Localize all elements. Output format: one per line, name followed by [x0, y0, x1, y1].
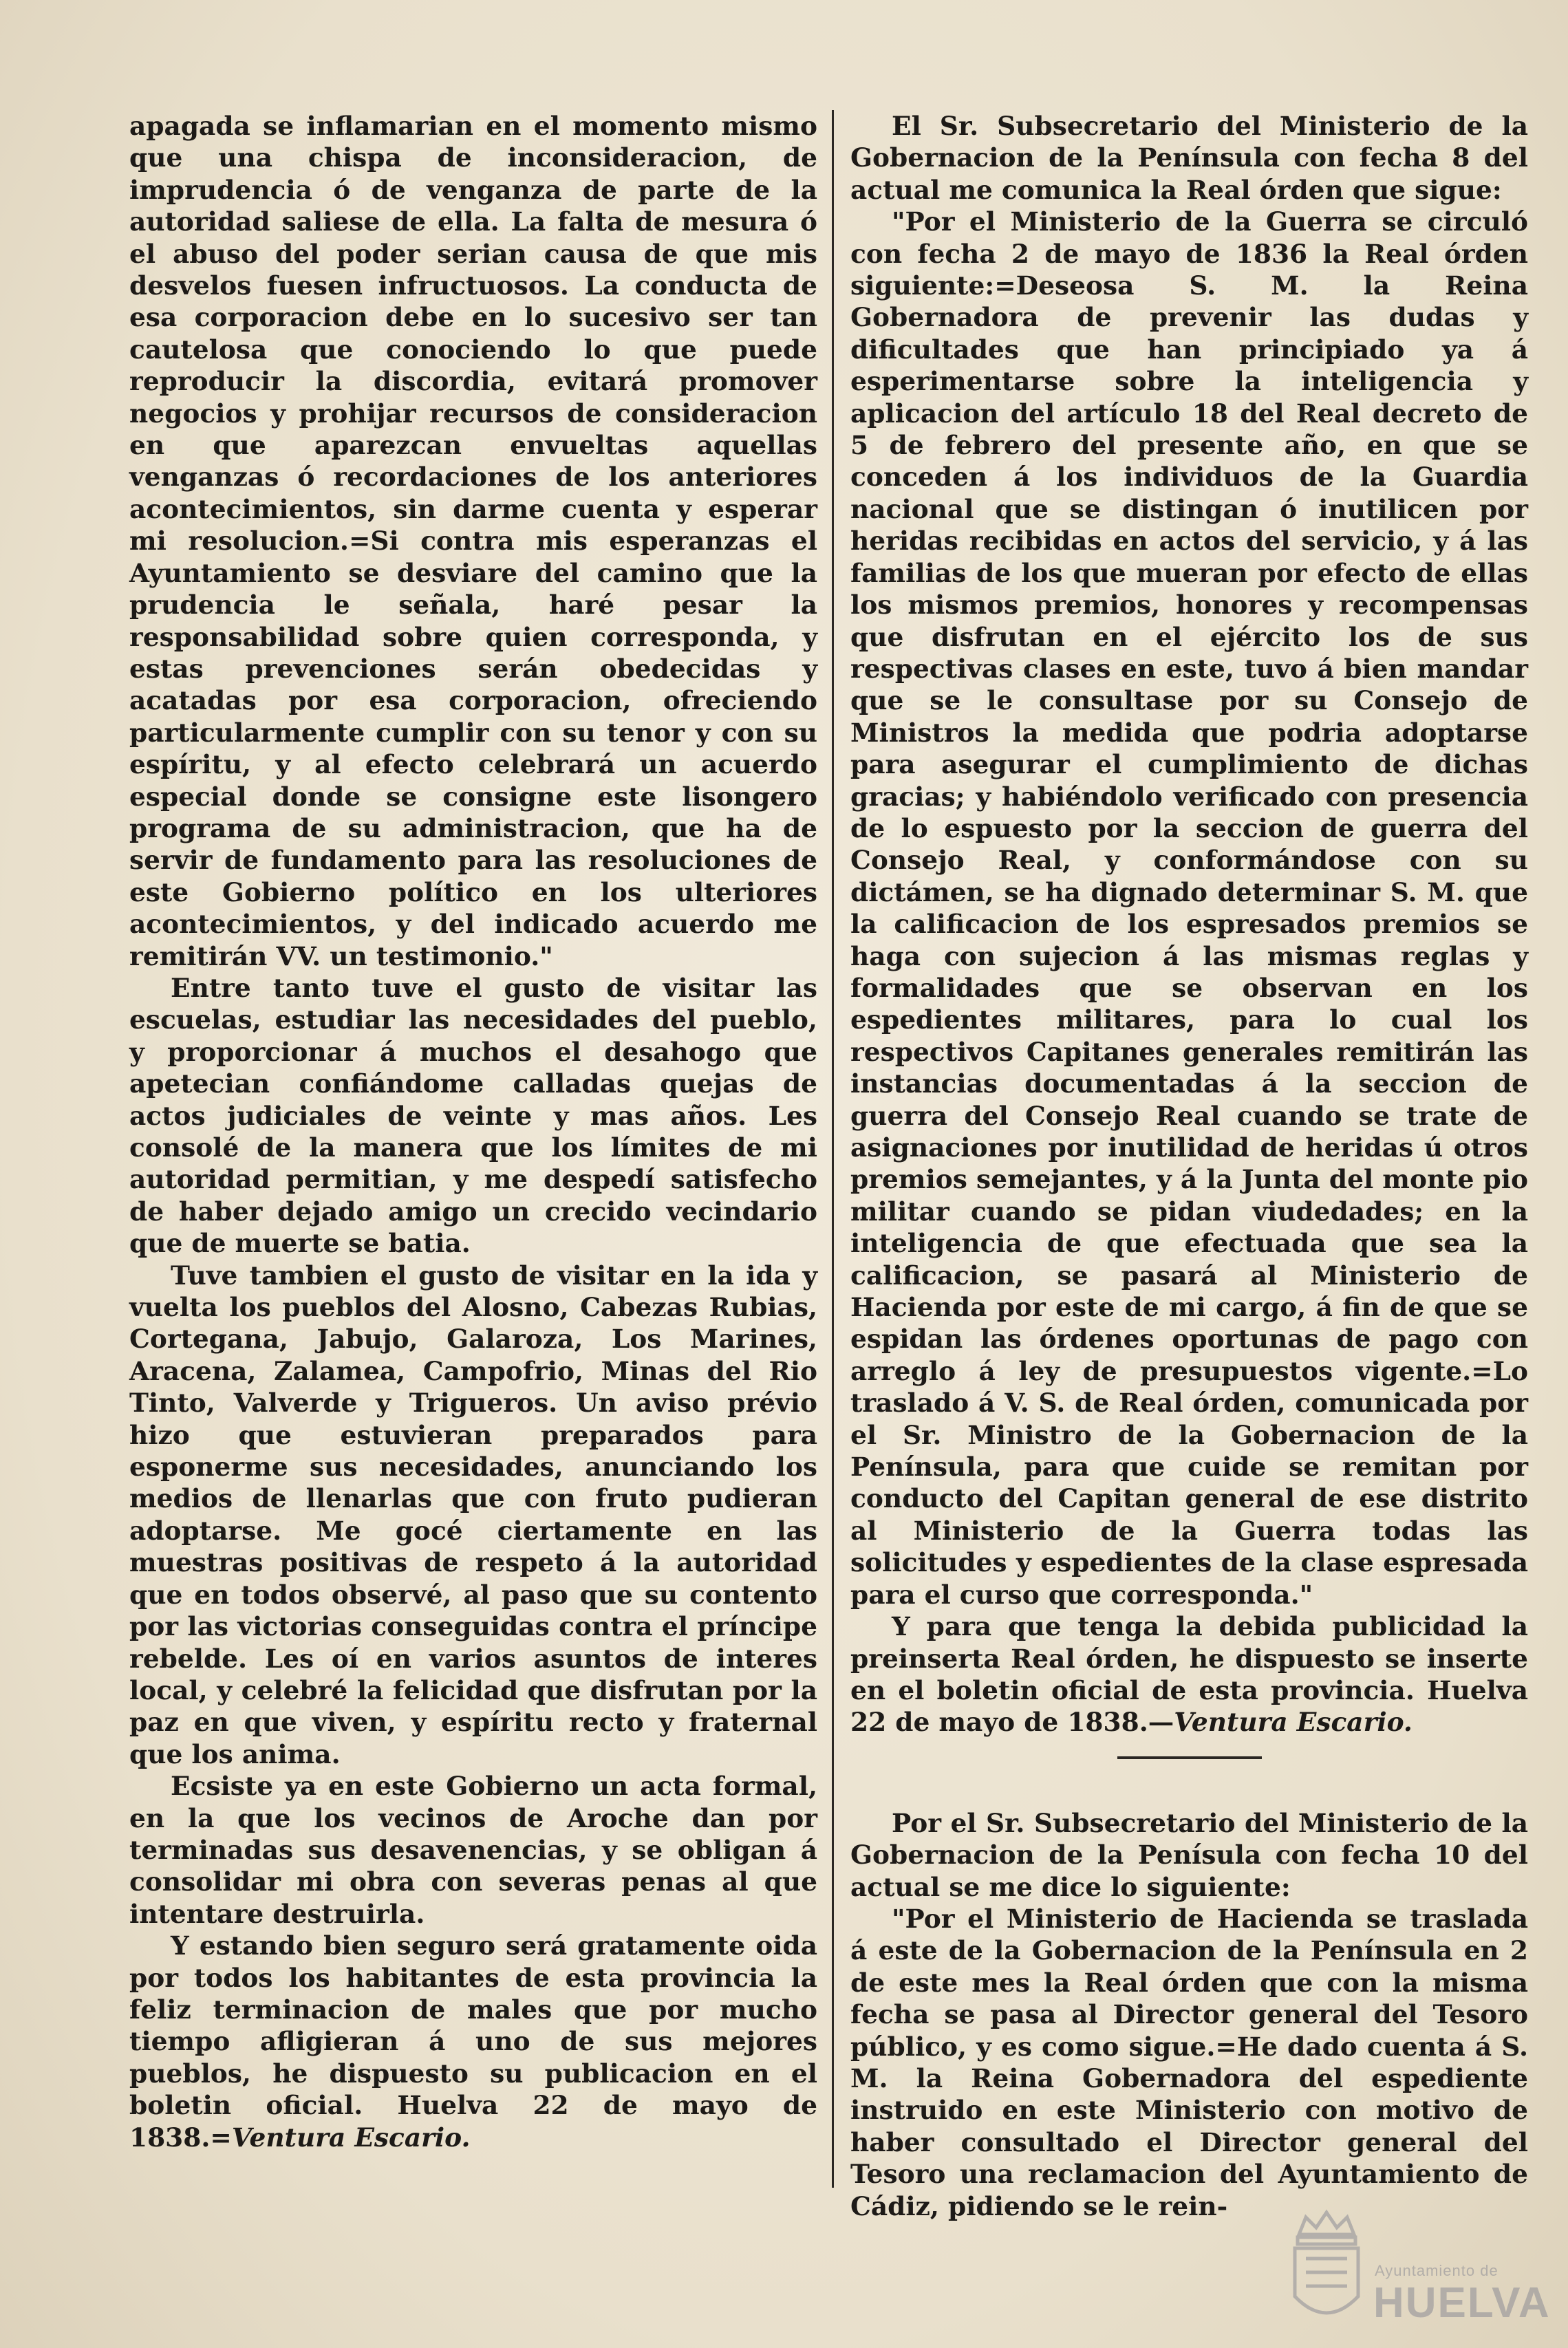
- paragraph: apagada se inflamarian en el momento mismo que una chispa de inconsideracion, de imprudencia ó de venganza de parte de la autoridad saliese de ella. La falta de mesura ó el abuso del poder serian causa de que mis desvelos fuesen infructuosos. La conducta de esa corporacion debe en lo sucesivo ser tan cautelosa que conociendo lo que puede reproducir la discordia, evitará promover negocios y prohijar recursos de consideracion en que aparezcan envueltas aquellas venganzas ó recordaciones de los anteriores acontecimientos, sin darme cuenta y esperar mi resolucion.=Si contra mis esperanzas el Ayuntamiento se desviare del camino que la prudencia le señala, haré pesar la responsabilidad sobre quien corresponda, y estas prevenciones serán obedecidas y acatadas por esa corporacion, ofreciendo particularmente cumplir con su tenor y con su espíritu, y al efecto celebrará un acuerdo especial donde se consigne este lisongero programa de su administracion, que ha de servir de fundamento para las resoluciones de este Gobierno político en los ulteriores acontecimientos, y del indicado acuerdo me remitirán VV. un testimonio.": [129, 111, 817, 971]
- paragraph: "Por el Ministerio de la Guerra se circuló con fecha 2 de mayo de 1836 la Real órden siguiente:=Deseosa S. M. la Reina Gobernadora de prevenir las dudas y dificultades que han principiado ya á esperimentarse sobre la inteligencia y aplicacion del artículo 18 del Real decreto de 5 de febrero del presente año, en que se conceden á los individuos de la Guardia nacional que se distingan ó inutilicen por heridas recibidas en actos del servicio, y á las familias de los que mueran por efecto de ellas los mismos premios, honores y recompensas que disfrutan en el ejército los de sus respectivas clases en este, tuvo á bien mandar que se le consultase por su Consejo de Ministros la medida que podria adoptarse para asegurar el cumplimiento de dichas gracias; y habiéndolo verificado con presencia de lo espuesto por la seccion de guerra del Consejo Real, y conformándose con su dictámen, se ha dignado determinar S. M. que la calificacion de los espresados premios se haga con sujecion á las mismas reglas y formalidades que se observan en los espedientes militares, para lo cual los respectivos Capitanes generales remitirán las instancias documentadas á la seccion de guerra del Consejo Real cuando se trate de asignaciones por inutilidad de heridas ú otros premios semejantes, y á la Junta del monte pio militar cuando se pidan viudedades; en la inteligencia de que efectuada que sea la calificacion, se pasará al Ministerio de Hacienda por este de mi cargo, á fin de que se espidan las órdenes oportunas de pago con arreglo á ley de presupuestos vigente.=Lo traslado á V. S. de Real órden, comunicada por el Sr. Ministro de la Gobernacion de la Península, para que cuide se remitan por conducto del Capitan general de ese distrito al Ministerio de la Guerra todas las solicitudes y espedientes de la clase espresada para el curso que corresponda.": [850, 206, 1528, 1610]
- watermark-logo: [1285, 2207, 1551, 2338]
- paragraph: Tuve tambien el gusto de visitar en la ida y vuelta los pueblos del Alosno, Cabezas Rubias, Cortegana, Jabujo, Galaroza, Los Marines, Aracena, Zalamea, Campofrio, Minas del Rio Tinto, Valverde y Trigueros. Un aviso prévio hizo que estuvieran preparados para esponerme sus necesidades, anunciando los medios de llenarlas que con fruto pudieran adoptarse. Me gocé ciertamente en las muestras positivas de respeto á la autoridad que en todos observé, al paso que su contento por las victorias conseguidas contra el príncipe rebelde. Les oí en varios asuntos de interes local, y celebré la felicidad que disfrutan por la paz en que viven, y espíritu recto y fraternal que los anima.: [129, 1260, 817, 1769]
- paragraph: "Por el Ministerio de Hacienda se traslada á este de la Gobernacion de la Península en 2 de este mes la Real órden que con la misma fecha se pasa al Director general del Tesoro público, y es como sigue.=He dado cuenta á S. M. la Reina Gobernadora del espediente instruido en este Ministerio con motivo de haber consultado el Director general del Tesoro una reclamacion del Ayuntamiento de Cádiz, pidiendo se le rein-: [850, 1903, 1528, 2221]
- paragraph: Entre tanto tuve el gusto de visitar las escuelas, estudiar las necesidades del pueblo, y proporcionar á muchos el desahogo que apetecian confiándome calladas quejas de actos judiciales de veinte y mas años. Les consolé de la manera que los límites de mi autoridad permitian, y me despedí satisfecho de haber dejado amigo un crecido vecindario que de muerte se batia.: [129, 972, 817, 1259]
- watermark-small-text: Ayuntamiento de: [1375, 2262, 1499, 2279]
- watermark-big-text: HUELVA: [1373, 2279, 1551, 2327]
- paragraph-text: Y para que tenga la debida publicidad la preinserta Real órden, he dispuesto se inserte en el boletin oficial de esta provincia. Huelva 22 de mayo de 1838.—: [850, 1611, 1528, 1738]
- paragraph: Por el Sr. Subsecretario del Ministerio de la Gobernacion de la Penísula con fecha 10 del actual se me dice lo siguiente:: [850, 1807, 1528, 1902]
- signature: Ventura Escario.: [231, 2122, 471, 2153]
- left-column: [129, 110, 817, 2195]
- column-divider: [832, 110, 834, 2188]
- paragraph: El Sr. Subsecretario del Ministerio de la Gobernacion de la Península con fecha 8 del actual me comunica la Real órden que sigue:: [850, 111, 1528, 205]
- signature: Ventura Escario.: [1174, 1707, 1413, 1738]
- paragraph-text: Y estando bien seguro será gratamente oida por todos los habitantes de esta provincia la feliz terminacion de males que por mucho tiempo afligieran á uno de sus mejores pueblos, he dispuesto su publicacion en el boletin oficial. Huelva 22 de mayo de 1838.=: [129, 1930, 817, 2153]
- paragraph: [850, 1611, 1528, 1738]
- paragraph: [129, 1930, 817, 2153]
- crown-shield-icon: [1285, 2207, 1368, 2331]
- right-column: [850, 110, 1528, 2221]
- paragraph: Ecsiste ya en este Gobierno un acta formal, en la que los vecinos de Aroche dan por terminadas sus desavenencias, y se obligan á consolidar mi obra con severas penas al que intentare destruirla.: [129, 1771, 817, 1929]
- section-rule: [1117, 1756, 1262, 1759]
